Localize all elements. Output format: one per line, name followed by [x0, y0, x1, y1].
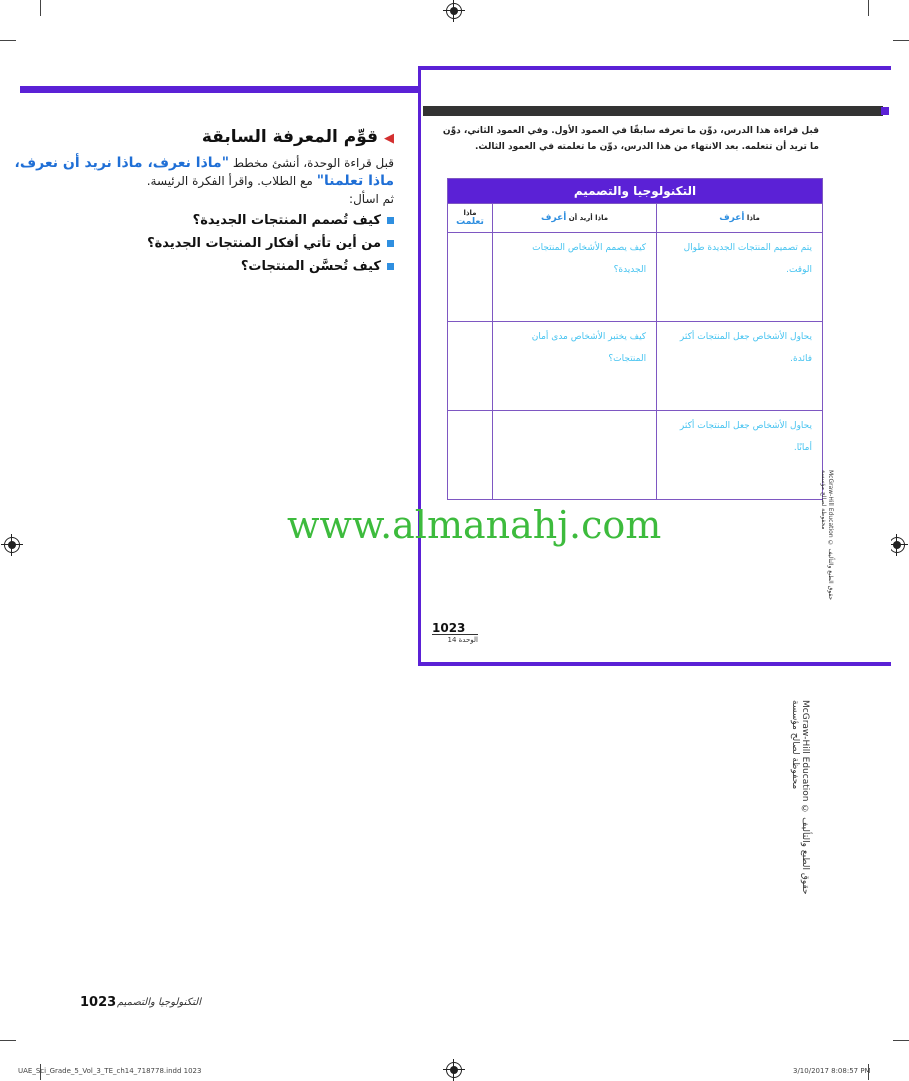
table-row	[448, 233, 823, 322]
student-page-number: 1023	[432, 621, 466, 635]
cell-want: كيف يختبر الأشخاص مدى أمان المنتجات؟	[493, 322, 657, 411]
date-slug: 3/10/2017 8:08:57 PM	[793, 1067, 871, 1075]
kwl-table	[447, 178, 823, 500]
column-header-know: ماذا أعرف	[657, 204, 823, 233]
question-item: كيف تُحسَّن المنتجات؟	[0, 259, 394, 274]
running-footer: التكنولوجيا والتصميم	[117, 997, 201, 1008]
registration-mark-bottom	[446, 1062, 462, 1078]
crop-mark	[893, 40, 909, 41]
triangle-bullet-icon: ◀	[384, 131, 394, 146]
file-slug: UAE_Sci_Grade_5_Vol_3_TE_ch14_718778.indd 1023	[18, 1067, 202, 1075]
page-number: 1023	[80, 995, 117, 1010]
cell-learned	[448, 233, 493, 322]
student-instructions: قبل قراءة هذا الدرس، دوِّن ما تعرفه سابقًا في العمود الأول. وفي العمود الثاني، دوِّن ما تريد أن تتعلمه. بعد الانتهاء من هذا الدرس، دوِّن ما تعلمته في العمود الثالث.	[442, 126, 819, 152]
question-item: كيف تُصمم المنتجات الجديدة؟	[0, 213, 394, 228]
cell-learned	[448, 322, 493, 411]
cell-want: كيف يصمم الأشخاص المنتجات الجديدة؟	[493, 233, 657, 322]
square-bullet-icon	[387, 263, 394, 270]
registration-mark-left	[4, 537, 20, 553]
registration-mark-right	[889, 537, 905, 553]
column-header-want: ماذا أريد أن أعرف	[493, 204, 657, 233]
crop-mark	[868, 0, 869, 16]
instruction-paragraph: قبل قراءة الوحدة، أنشئ مخطط "ماذا نعرف، ماذا نريد أن نعرف، ماذا تعلمنا" مع الطلاب. واقرأ الفكرة الرئيسة. ثم اسأل:	[14, 155, 394, 206]
table-row	[448, 411, 823, 500]
table-row	[448, 322, 823, 411]
margin-credit: McGraw-Hill Education حقوق الطبع والتأليف © محفوظة لصالح مؤسسة	[790, 700, 810, 895]
watermark: www.almanahj.com	[287, 503, 662, 547]
crop-mark	[0, 1040, 16, 1041]
crop-mark	[0, 40, 16, 41]
cell-learned	[448, 411, 493, 500]
kwl-table-title: التكنولوجيا والتصميم	[448, 179, 823, 204]
student-page-header-bar	[423, 106, 883, 116]
square-bullet-icon	[387, 217, 394, 224]
crop-mark	[893, 1040, 909, 1041]
student-page-credit: McGraw-Hill Education حقوق الطبع والتأليف © محفوظة لصالح مؤسسة	[820, 470, 834, 601]
cell-know: يحاول الأشخاص جعل المنتجات أكثر فائدة.	[657, 322, 823, 411]
student-unit-label: الوحدة 14	[432, 634, 478, 644]
column-header-learned: ماذا تعلمت	[448, 204, 493, 233]
kwl-chart-name: "ماذا نعرف، ماذا نريد أن نعرف، ماذا تعلمنا"	[14, 155, 394, 189]
cell-know: يتم تصميم المنتجات الجديدة طوال الوقت.	[657, 233, 823, 322]
square-bullet-icon	[387, 240, 394, 247]
crop-mark	[40, 0, 41, 16]
cell-know: يحاول الأشخاص جعل المنتجات أكثر أمانًا.	[657, 411, 823, 500]
cell-want	[493, 411, 657, 500]
section-heading: ◀قوِّم المعرفة السابقة	[201, 127, 394, 147]
section-rule	[20, 86, 418, 93]
registration-mark-top	[446, 3, 462, 19]
question-item: من أين تأتي أفكار المنتجات الجديدة؟	[0, 236, 394, 251]
